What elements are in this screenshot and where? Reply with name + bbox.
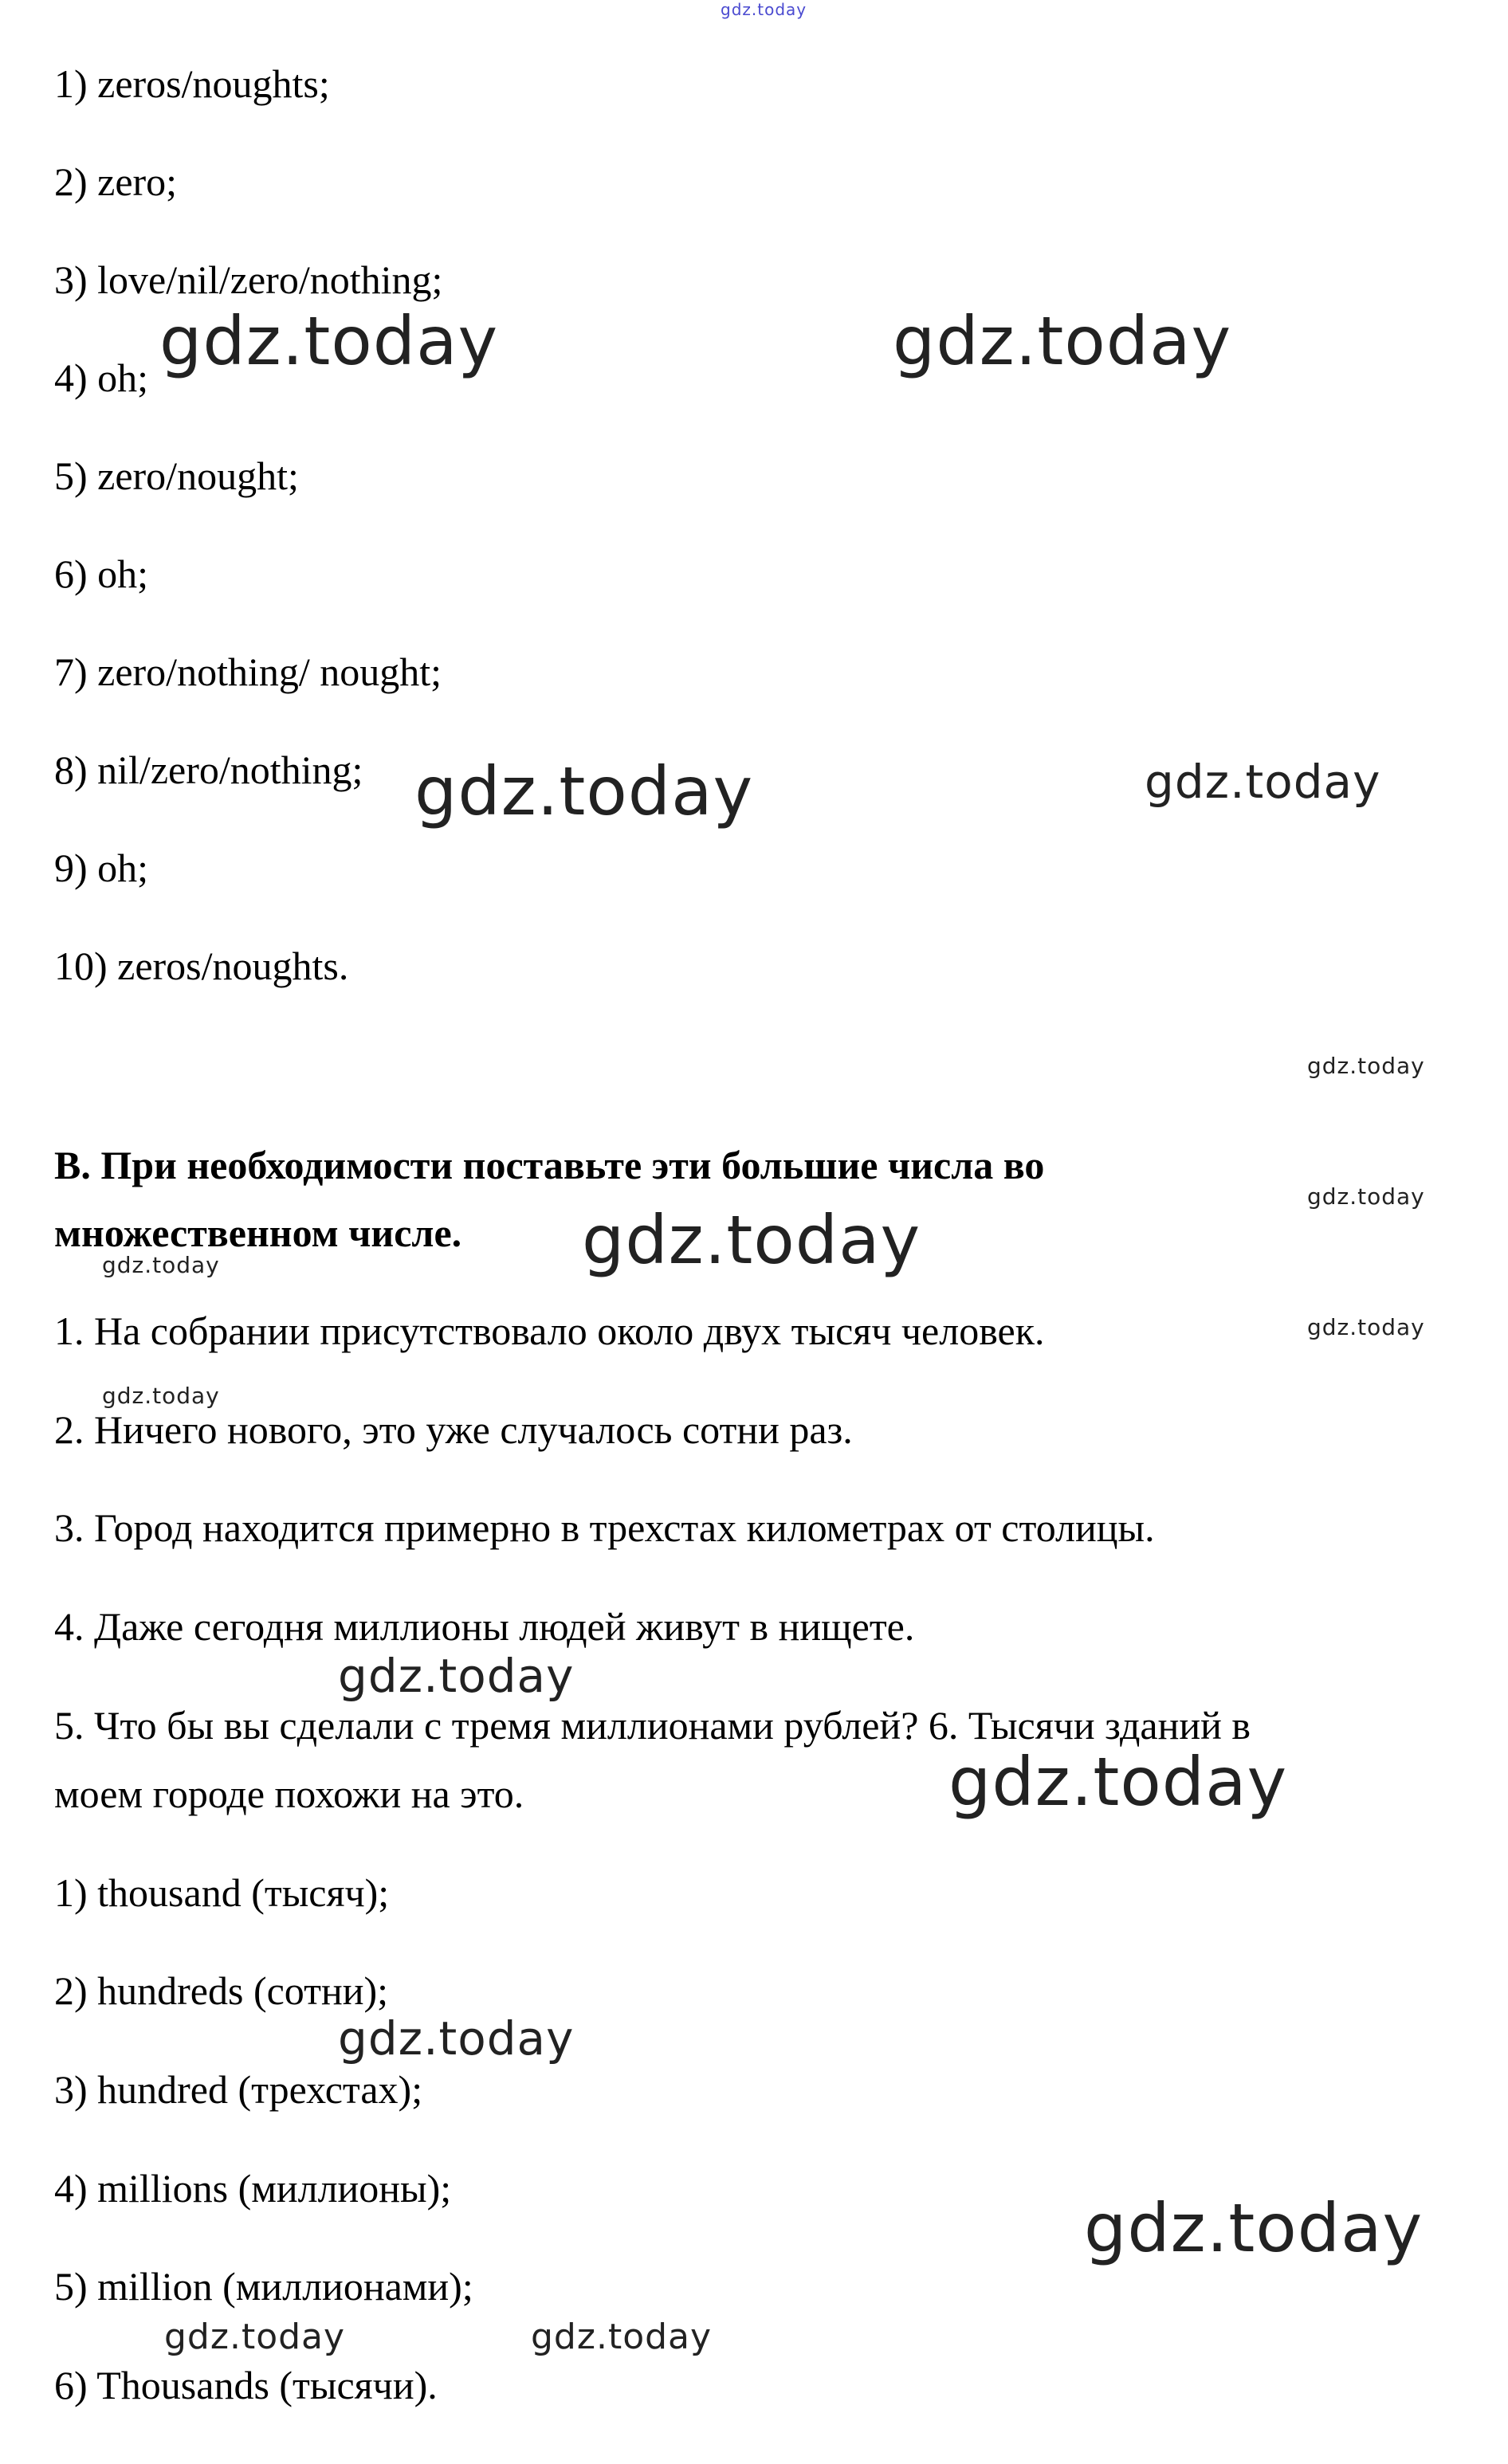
answer-item: 3) love/nil/zero/nothing;	[54, 257, 443, 302]
watermark: gdz.today	[338, 2011, 575, 2066]
watermark: gdz.today	[1307, 1183, 1425, 1210]
answer-item: 2) hundreds (сотни);	[54, 1968, 389, 2013]
watermark: gdz.today	[582, 1201, 921, 1279]
watermark: gdz.today	[948, 1743, 1288, 1821]
sentence-item: 5. Что бы вы сделали с тремя миллионами рублей? 6. Тысячи зданий в	[54, 1703, 1251, 1748]
sentence-item: 1. На собрании присутствовало около двух тысяч человек.	[54, 1309, 1045, 1353]
answer-item: 2) zero;	[54, 159, 178, 204]
answer-item: 4) millions (миллионы);	[54, 2166, 452, 2211]
task-b-heading-line2: множественном числе.	[54, 1210, 462, 1255]
answer-item: 10) zeros/noughts.	[54, 944, 349, 988]
watermark: gdz.today	[893, 302, 1232, 380]
answer-item: 9) oh;	[54, 846, 149, 890]
watermark: gdz.today	[1307, 1314, 1425, 1340]
watermark: gdz.today	[1084, 2189, 1424, 2267]
answer-item: 1) thousand (тысяч);	[54, 1870, 390, 1915]
sentence-item: моем городе похожи на это.	[54, 1771, 524, 1816]
sentence-item: 2. Ничего нового, это уже случалось сотни раз.	[54, 1407, 853, 1452]
answer-item: 6) Thousands (тысячи).	[54, 2363, 438, 2407]
answer-item: 8) nil/zero/nothing;	[54, 747, 363, 792]
answer-item: 3) hundred (трехстах);	[54, 2067, 423, 2112]
answer-item: 5) zero/nought;	[54, 453, 299, 498]
watermark: gdz.today	[102, 1252, 220, 1278]
watermark: gdz.today	[338, 1649, 575, 1703]
watermark-top: gdz.today	[721, 0, 807, 19]
watermark: gdz.today	[1307, 1053, 1425, 1079]
watermark: gdz.today	[531, 2317, 713, 2357]
answer-item: 7) zero/nothing/ nought;	[54, 649, 442, 694]
answer-item: 6) oh;	[54, 551, 149, 596]
watermark: gdz.today	[159, 302, 499, 380]
answer-item: 4) oh;	[54, 355, 149, 400]
task-b-heading-line1: B. При необходимости поставьте эти большие числа во	[54, 1143, 1045, 1187]
sentence-item: 4. Даже сегодня миллионы людей живут в нищете.	[54, 1604, 915, 1649]
answer-item: 5) million (миллионами);	[54, 2264, 473, 2309]
answer-item: 1) zeros/noughts;	[54, 61, 330, 106]
sentence-item: 3. Город находится примерно в трехстах километрах от столицы.	[54, 1505, 1155, 1550]
watermark: gdz.today	[102, 1383, 220, 1409]
watermark: gdz.today	[414, 752, 754, 830]
watermark: gdz.today	[164, 2317, 346, 2357]
watermark: gdz.today	[1145, 755, 1381, 809]
